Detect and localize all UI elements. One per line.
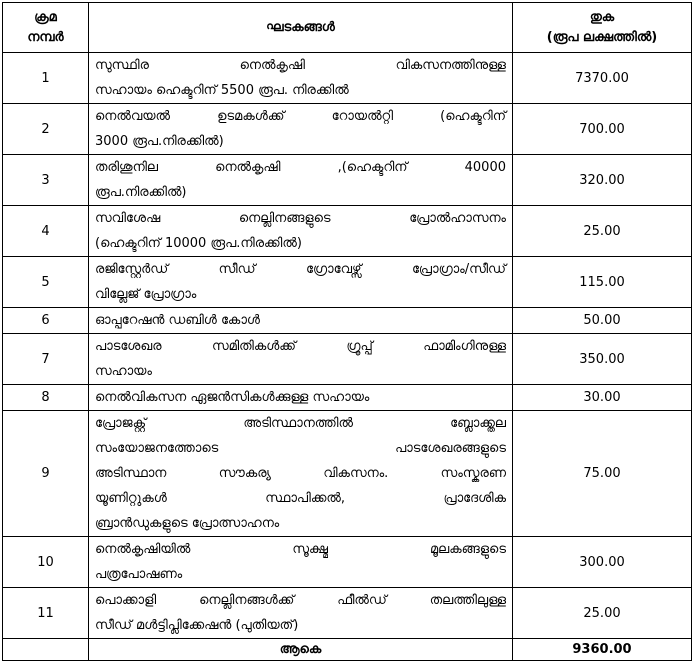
component-line: നെൽവയൽ ഉടമകൾക്ക് റോയൽറ്റി (ഹെക്ടറിന് <box>95 109 506 124</box>
amount-cell: 115.00 <box>513 257 692 308</box>
serial-number-cell: 8 <box>3 385 89 411</box>
amount-cell: 7370.00 <box>513 53 692 104</box>
amount-cell: 350.00 <box>513 334 692 385</box>
component-line: സുസ്ഥിര നെൽകൃഷി വികസനത്തിനുള്ള <box>95 58 506 73</box>
total-row <box>3 639 692 661</box>
component-line: സഹായം <box>95 364 152 379</box>
table-row <box>3 53 692 104</box>
component-line: (ഹെക്ടറിന് 10000 രൂപ.നിരക്കിൽ) <box>95 236 302 251</box>
component-line: സവിശേഷ നെല്ലിനങ്ങളുടെ പ്രോൽഹാസനം <box>95 211 506 226</box>
component-line: സീഡ് മൾട്ടിപ്ലിക്കേഷൻ (പുതിയത്) <box>95 618 299 633</box>
component-line: പൊക്കാളി നെല്ലിനങ്ങൾക്ക് ഫീൽഡ് തലത്തിലുള്ള <box>95 593 506 608</box>
component-cell <box>89 588 513 639</box>
component-line: വില്ലേജ് പ്രോഗ്രാം <box>95 287 197 302</box>
component-cell <box>89 257 513 308</box>
table-row <box>3 104 692 155</box>
amount-cell: 320.00 <box>513 155 692 206</box>
amount-cell: 300.00 <box>513 537 692 588</box>
component-cell <box>89 155 513 206</box>
component-cell <box>89 53 513 104</box>
component-line: തരിശുനില നെൽകൃഷി ,(ഹെക്ടറിന് 40000 <box>95 160 506 175</box>
amount-cell: 25.00 <box>513 588 692 639</box>
serial-number-cell: 5 <box>3 257 89 308</box>
budget-table <box>2 2 692 661</box>
component-line: പാടശേഖര സമിതികൾക്ക് ഗ്രൂപ്പ് ഫാമിംഗിനുള്ള <box>95 339 506 354</box>
header-amount-line1: തുക <box>589 9 615 25</box>
component-line: സഹായം ഹെക്ടറിന് 5500 രൂപ. നിരക്കിൽ <box>95 83 349 98</box>
component-line: പത്രപോഷണം <box>95 567 183 582</box>
table-row <box>3 385 692 411</box>
component-cell <box>89 411 513 537</box>
component-cell <box>89 308 513 334</box>
amount-cell: 30.00 <box>513 385 692 411</box>
serial-number-cell: 9 <box>3 411 89 537</box>
component-cell <box>89 537 513 588</box>
component-line: പ്രോജക്റ്റ് അടിസ്ഥാനത്തിൽ ബ്ലോക്ക്തല <box>95 416 506 431</box>
amount-cell: 50.00 <box>513 308 692 334</box>
header-amount-line2: (രൂപ ലക്ഷത്തിൽ) <box>546 29 658 45</box>
component-line: ബ്രാൻഡുകളുടെ പ്രോത്സാഹനം <box>95 516 280 531</box>
header-components: ഘടകങ്ങൾ <box>89 3 513 53</box>
table-row <box>3 308 692 334</box>
header-amount <box>513 3 692 53</box>
component-cell <box>89 385 513 411</box>
total-serial-cell <box>3 639 89 661</box>
component-line: ഓപ്പറേഷൻ ഡബിൾ കോൾ <box>95 313 260 328</box>
table-row <box>3 411 692 537</box>
serial-number-cell: 3 <box>3 155 89 206</box>
header-serial-line2: നമ്പർ <box>27 29 64 45</box>
amount-cell: 75.00 <box>513 411 692 537</box>
serial-number-cell: 2 <box>3 104 89 155</box>
header-row <box>3 3 692 53</box>
component-line: നെൽകൃഷിയിൽ സൂക്ഷ്മ മൂലകങ്ങളുടെ <box>95 542 506 557</box>
serial-number-cell: 10 <box>3 537 89 588</box>
serial-number-cell: 1 <box>3 53 89 104</box>
total-amount: 9360.00 <box>513 639 692 661</box>
serial-number-cell: 11 <box>3 588 89 639</box>
component-line: രൂപ.നിരക്കിൽ) <box>95 185 187 200</box>
component-line: അടിസ്ഥാന സൗകര്യ വികസനം. സംസ്കരണ <box>95 466 506 481</box>
table-row <box>3 537 692 588</box>
total-label: ആകെ <box>89 639 513 661</box>
component-line: സംയോജനത്തോടെ പാടശേഖരങ്ങളുടെ <box>95 441 506 456</box>
serial-number-cell: 7 <box>3 334 89 385</box>
amount-cell: 700.00 <box>513 104 692 155</box>
component-cell <box>89 206 513 257</box>
table-row <box>3 588 692 639</box>
component-line: നെൽവികസന ഏജൻസികൾക്കുള്ള സഹായം <box>95 390 370 405</box>
header-serial-line1: ക്രമ <box>34 9 57 25</box>
table-row <box>3 155 692 206</box>
amount-cell: 25.00 <box>513 206 692 257</box>
header-serial-number <box>3 3 89 53</box>
component-line: രജിസ്റ്റേർഡ് സീഡ് ഗ്രോവേഴ്സ് പ്രോഗ്രാം/സീഡ് <box>95 262 506 277</box>
component-cell <box>89 334 513 385</box>
table-row <box>3 206 692 257</box>
serial-number-cell: 6 <box>3 308 89 334</box>
component-cell <box>89 104 513 155</box>
component-line: യൂണിറ്റുകൾ സ്ഥാപിക്കൽ, പ്രാദേശിക <box>95 491 506 506</box>
table-row <box>3 257 692 308</box>
component-line: 3000 രൂപ.നിരക്കിൽ) <box>95 134 224 149</box>
serial-number-cell: 4 <box>3 206 89 257</box>
table-row <box>3 334 692 385</box>
